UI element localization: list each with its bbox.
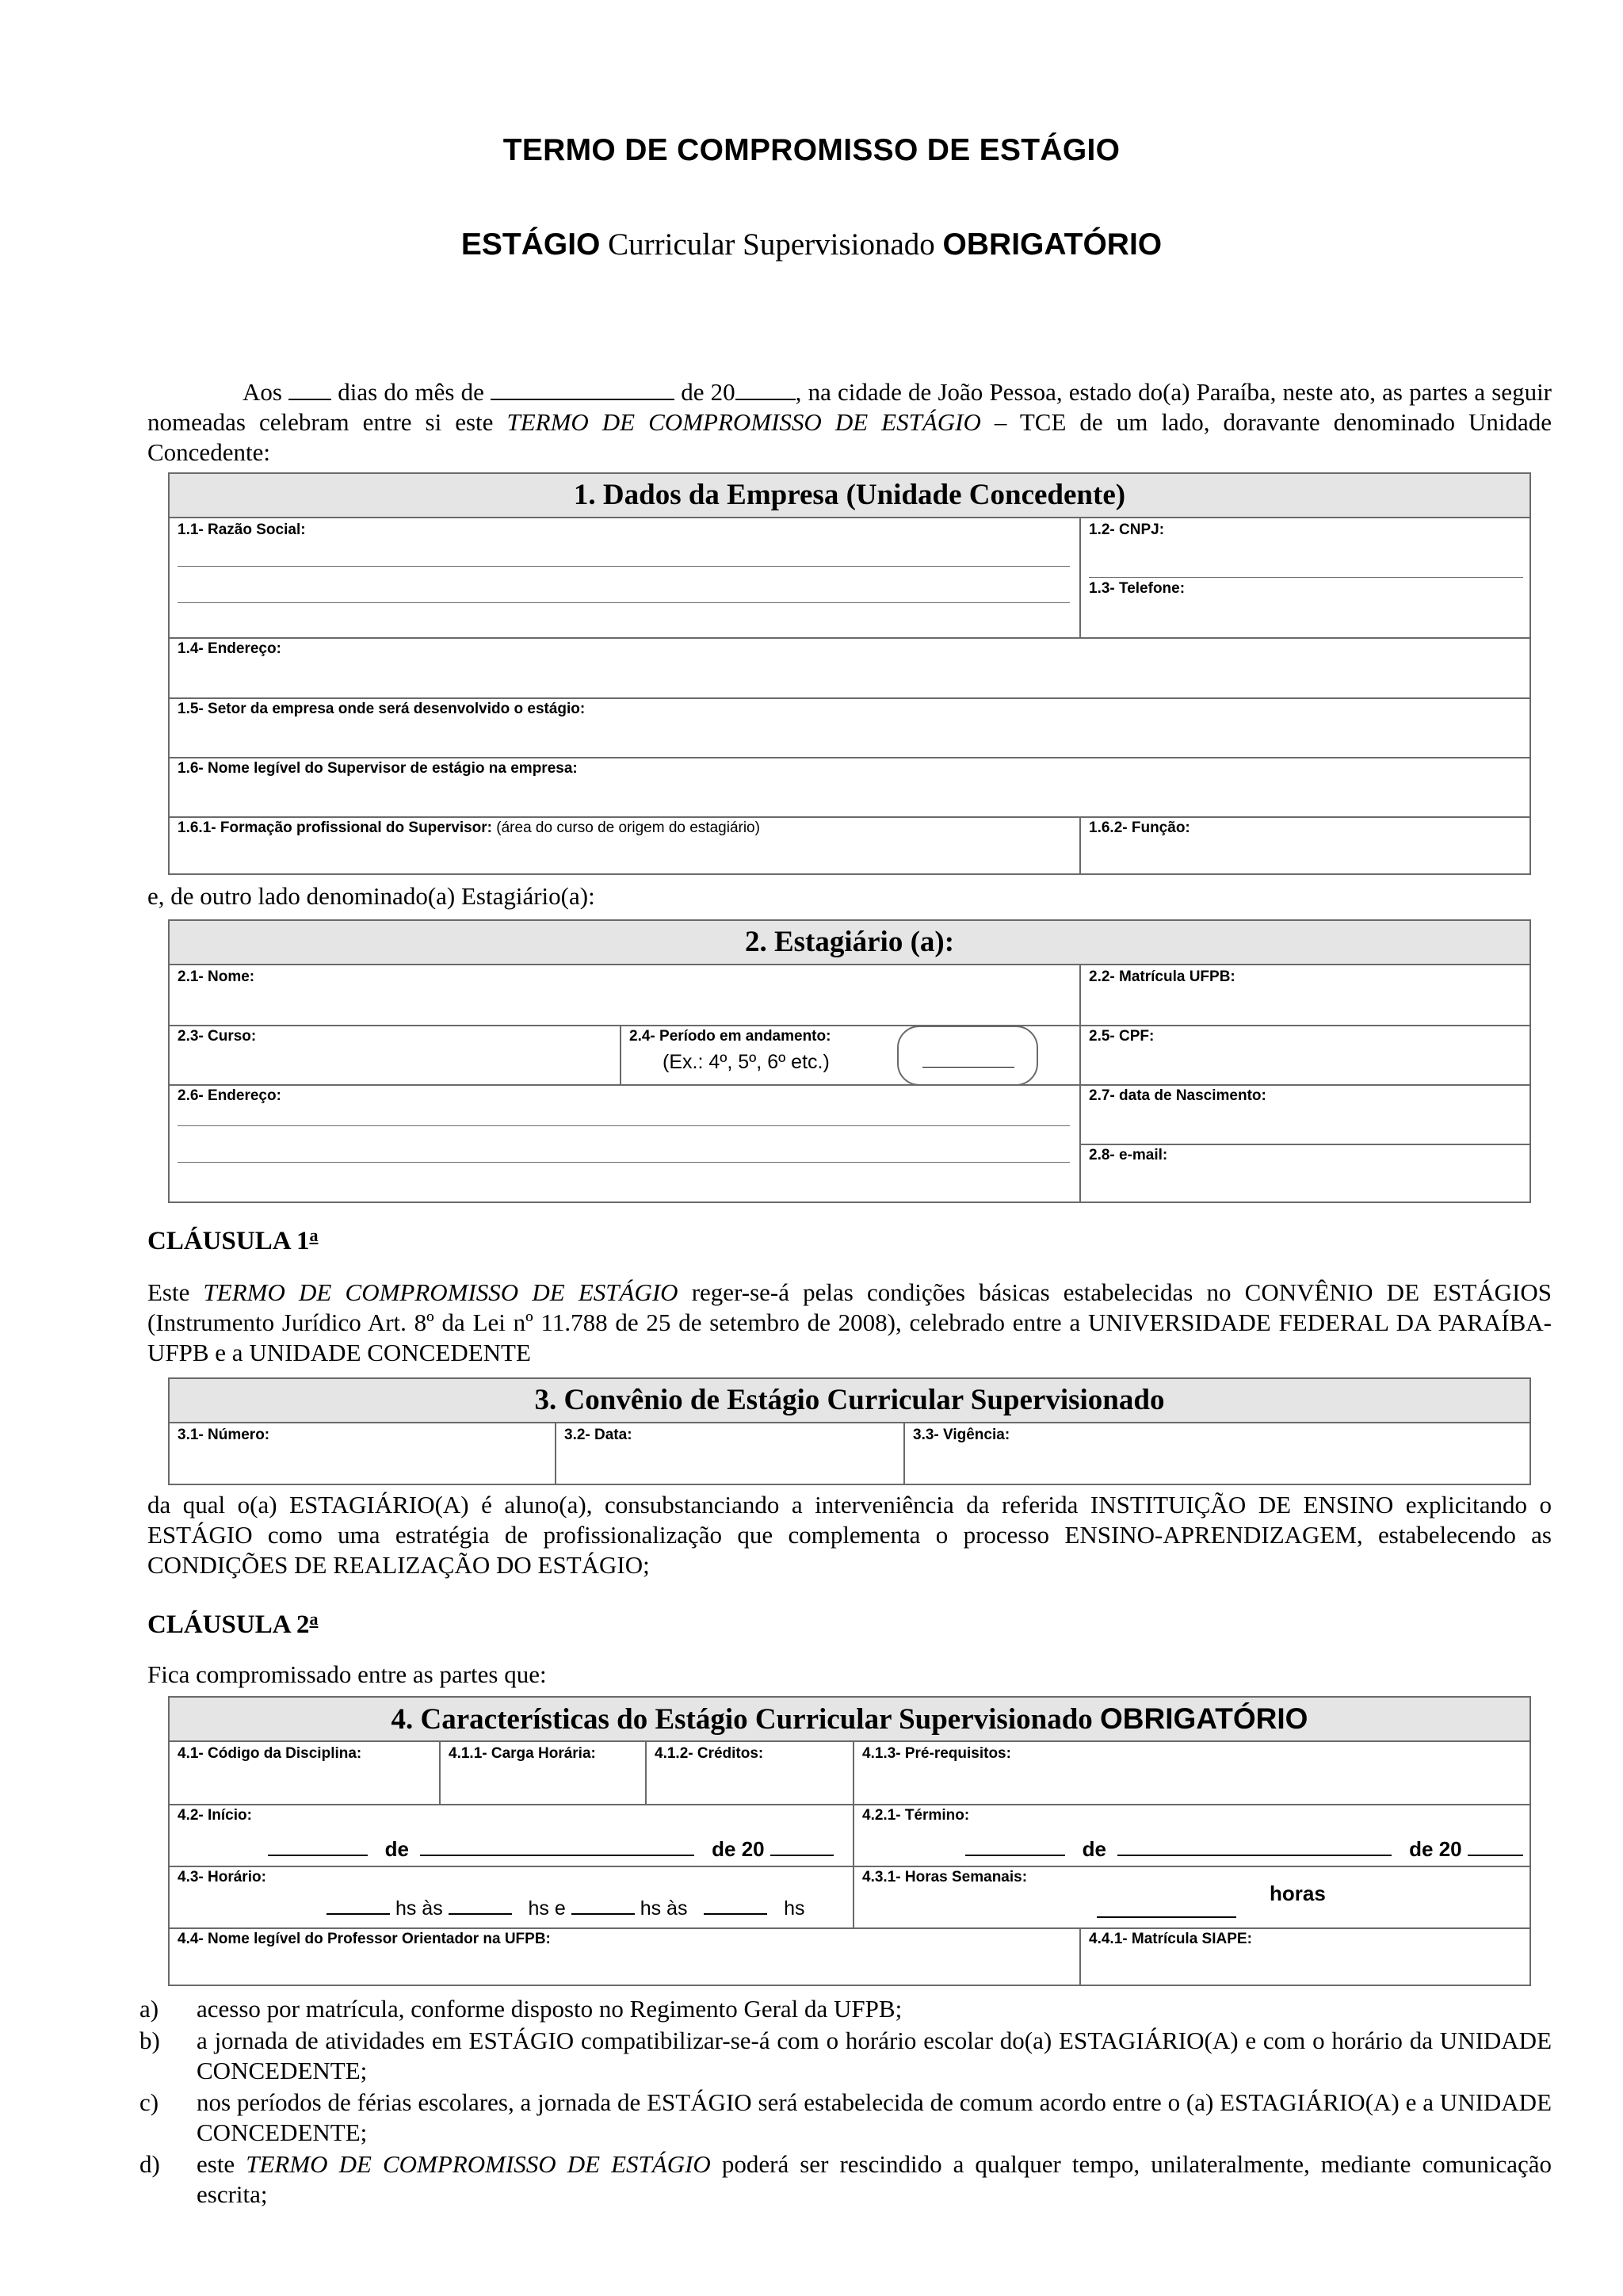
clause2-heading-text: CLÁUSULA 2 (147, 1610, 310, 1639)
inicio-year-blank[interactable] (770, 1855, 834, 1856)
inicio-de20: de 20 (712, 1837, 765, 1861)
cnpj-label: 1.2- CNPJ: (1089, 521, 1165, 538)
month-blank[interactable] (491, 399, 674, 400)
formacao-note: (área do curso de origem do estagiário) (492, 819, 760, 836)
nascimento-label: 2.7- data de Nascimento: (1089, 1087, 1266, 1104)
subtitle-obrigatorio: OBRIGATÓRIO (942, 227, 1163, 262)
cnpj-line[interactable] (1089, 577, 1523, 578)
nome-label: 2.1- Nome: (178, 968, 255, 985)
horas-semanais-blank[interactable] (1097, 1916, 1236, 1918)
intern-box (168, 919, 1531, 1203)
formacao-label (178, 819, 760, 837)
horas-text: horas (1270, 1881, 1326, 1905)
horario-hs-e: hs e (528, 1897, 566, 1920)
horario-hs: hs (784, 1897, 805, 1920)
setor-label: 1.5- Setor da empresa onde será desenvolvido o estágio: (178, 701, 586, 717)
inicio-month-blank[interactable] (420, 1855, 694, 1856)
inicio-date (268, 1837, 834, 1862)
list-text-c: nos períodos de férias escolares, a jornada de ESTÁGIO será estabelecida de comum acordo entre o (a) ESTAGIÁRIO(A) e a UNIDADE CONCEDENTE; (197, 2088, 1552, 2146)
horario-hs-as-2: hs às (640, 1897, 688, 1920)
termino-date (965, 1837, 1523, 1862)
codigo-label: 4.1- Código da Disciplina: (178, 1745, 362, 1762)
vigencia-label: 3.3- Vigência: (913, 1427, 1010, 1443)
inicio-de: de (384, 1837, 410, 1861)
list-item-d (139, 2149, 1552, 2210)
clause1-text-c: reger-se-á pelas condições básicas estabelecidas no CONVÊNIO DE ESTÁGIOS (Instrumento Jurídico Art. 8º da Lei nº 11.788 de 25 de setembro de 2008), celebrado entre a UNIVERSIDADE FEDERAL DA PARAÍBA- UFPB e a UNIDADE CONCEDENTE (147, 1278, 1552, 1366)
clause1-paragraph (147, 1278, 1552, 1368)
termino-de20: de 20 (1409, 1837, 1462, 1861)
list-text-b: a jornada de atividades em ESTÁGIO compatibilizar-se-á com o horário escolar do(a) ESTAGIÁRIO(A) e com o horário da UNIDADE CONCEDENTE; (197, 2027, 1552, 2084)
document-title: TERMO DE COMPROMISSO DE ESTÁGIO (502, 133, 1121, 167)
razao-social-label: 1.1- Razão Social: (178, 521, 306, 538)
clause2-heading (147, 1609, 318, 1640)
horas-semanais-label: 4.3.1- Horas Semanais: (862, 1869, 1028, 1885)
endereco2-line-1[interactable] (178, 1125, 1070, 1126)
horario-fields (327, 1897, 805, 1920)
funcao-label: 1.6.2- Função: (1089, 819, 1190, 836)
inicio-day-blank[interactable] (268, 1855, 368, 1856)
intro-paragraph (147, 377, 1552, 468)
supervisor-label: 1.6- Nome legível do Supervisor de estágio na empresa: (178, 760, 578, 777)
intro-text-f: – TCE de um lado, doravante denominado Unidade Concedente: (147, 408, 1552, 466)
section1-header: 1. Dados da Empresa (Unidade Concedente) (170, 474, 1529, 518)
list-text-d-c: poderá ser rescindido a qualquer tempo, unilateralmente, mediante comunicação escrita; (197, 2150, 1552, 2208)
horario-start1-blank[interactable] (327, 1913, 390, 1915)
intro-text-e: TERMO DE COMPROMISSO DE ESTÁGIO (506, 408, 981, 436)
day-blank[interactable] (288, 399, 331, 400)
email-label: 2.8- e-mail: (1089, 1147, 1168, 1163)
curso-label: 2.3- Curso: (178, 1028, 257, 1045)
siape-label: 4.4.1- Matrícula SIAPE: (1089, 1931, 1252, 1947)
list-marker-a: a) (139, 1995, 159, 2023)
subtitle-estagio: ESTÁGIO (460, 227, 601, 262)
section4-header-text: 4. Características do Estágio Curricular Supervisionado (391, 1703, 1101, 1736)
matricula-label: 2.2- Matrícula UFPB: (1089, 968, 1235, 985)
clause2-sup: a (309, 1609, 319, 1629)
clause2-text: Fica compromissado entre as partes que: (147, 1660, 547, 1688)
termino-label: 4.2.1- Término: (862, 1807, 970, 1824)
cpf-label: 2.5- CPF: (1089, 1028, 1155, 1045)
inicio-label: 4.2- Início: (178, 1807, 252, 1824)
after-section3-paragraph: da qual o(a) ESTAGIÁRIO(A) é aluno(a), consubstanciando a interveniência da referida INSTITUIÇÃO DE ENSINO explicitando o ESTÁGIO como uma estratégia de profissionalização que complementa o processo ENSINO-APRENDIZAGEM, estabelecendo as CONDIÇÕES DE REALIZAÇÃO DO ESTÁGIO; (147, 1491, 1552, 1579)
list-item-b (139, 2026, 1552, 2086)
periodo-label: 2.4- Período em andamento: (629, 1028, 831, 1045)
endereco2-label: 2.6- Endereço: (178, 1087, 281, 1104)
section4-header (170, 1698, 1529, 1742)
company-data-box (168, 472, 1531, 875)
list-item-c (139, 2088, 1552, 2148)
termino-year-blank[interactable] (1468, 1855, 1523, 1856)
periodo-input-box[interactable] (897, 1026, 1038, 1086)
formacao-label-text: 1.6.1- Formação profissional do Supervisor: (178, 819, 492, 836)
clause1-sup: a (309, 1225, 319, 1245)
razao-social-line-2[interactable] (178, 602, 1070, 603)
carga-label: 4.1.1- Carga Horária: (449, 1745, 596, 1762)
endereco-label: 1.4- Endereço: (178, 640, 281, 657)
between-text: e, de outro lado denominado(a) Estagiário(a): (147, 882, 595, 910)
section4-header-obrigatorio: OBRIGATÓRIO (1100, 1702, 1308, 1735)
horario-hs-as-1: hs às (395, 1897, 443, 1920)
list-text-d-a: este (197, 2150, 246, 2178)
list-item-a (139, 1994, 1552, 2024)
termino-day-blank[interactable] (965, 1855, 1065, 1856)
intro-text-a: Aos (242, 378, 289, 406)
intro-text-b: dias do mês de (331, 378, 491, 406)
convenio-box (168, 1377, 1531, 1485)
subtitle-middle: Curricular Supervisionado (600, 227, 943, 262)
data-label: 3.2- Data: (564, 1427, 632, 1443)
clause1-heading (147, 1225, 318, 1256)
clause1-heading-text: CLÁUSULA 1 (147, 1227, 310, 1255)
professor-label: 4.4- Nome legível do Professor Orientador na UFPB: (178, 1931, 551, 1947)
list-text-a: acesso por matrícula, conforme disposto no Regimento Geral da UFPB; (197, 1995, 903, 2023)
clause1-text-a: Este (147, 1278, 204, 1306)
list-text-d-b: TERMO DE COMPROMISSO DE ESTÁGIO (246, 2150, 711, 2178)
year-blank[interactable] (735, 399, 796, 400)
section3-header: 3. Convênio de Estágio Curricular Supervisionado (170, 1379, 1529, 1423)
telefone-label: 1.3- Telefone: (1089, 580, 1186, 597)
endereco2-line-2[interactable] (178, 1162, 1070, 1163)
horario-end1-blank[interactable] (449, 1913, 512, 1915)
section2-header: 2. Estagiário (a): (170, 921, 1529, 965)
horario-end2-blank[interactable] (704, 1913, 767, 1915)
list-marker-d: d) (139, 2150, 160, 2178)
clause1-text-b: TERMO DE COMPROMISSO DE ESTÁGIO (203, 1278, 678, 1306)
prereq-label: 4.1.3- Pré-requisitos: (862, 1745, 1011, 1762)
list-marker-b: b) (139, 2027, 160, 2054)
termino-month-blank[interactable] (1117, 1855, 1392, 1856)
razao-social-line-1[interactable] (178, 566, 1070, 567)
horario-start2-blank[interactable] (571, 1913, 635, 1915)
creditos-label: 4.1.2- Créditos: (655, 1745, 764, 1762)
document-subtitle (0, 227, 1623, 262)
list-marker-c: c) (139, 2088, 159, 2116)
characteristics-box (168, 1696, 1531, 1986)
termino-de: de (1082, 1837, 1107, 1861)
periodo-example: (Ex.: 4º, 5º, 6º etc.) (663, 1051, 830, 1073)
intro-text-d: , na cidade de João Pessoa, estado do(a) Paraíba, neste ato, as partes a seguir nomeadas celebram entre si este (147, 378, 1552, 436)
numero-label: 3.1- Número: (178, 1427, 270, 1443)
intro-text-c: de 20 (674, 378, 735, 406)
horario-label: 4.3- Horário: (178, 1869, 266, 1885)
